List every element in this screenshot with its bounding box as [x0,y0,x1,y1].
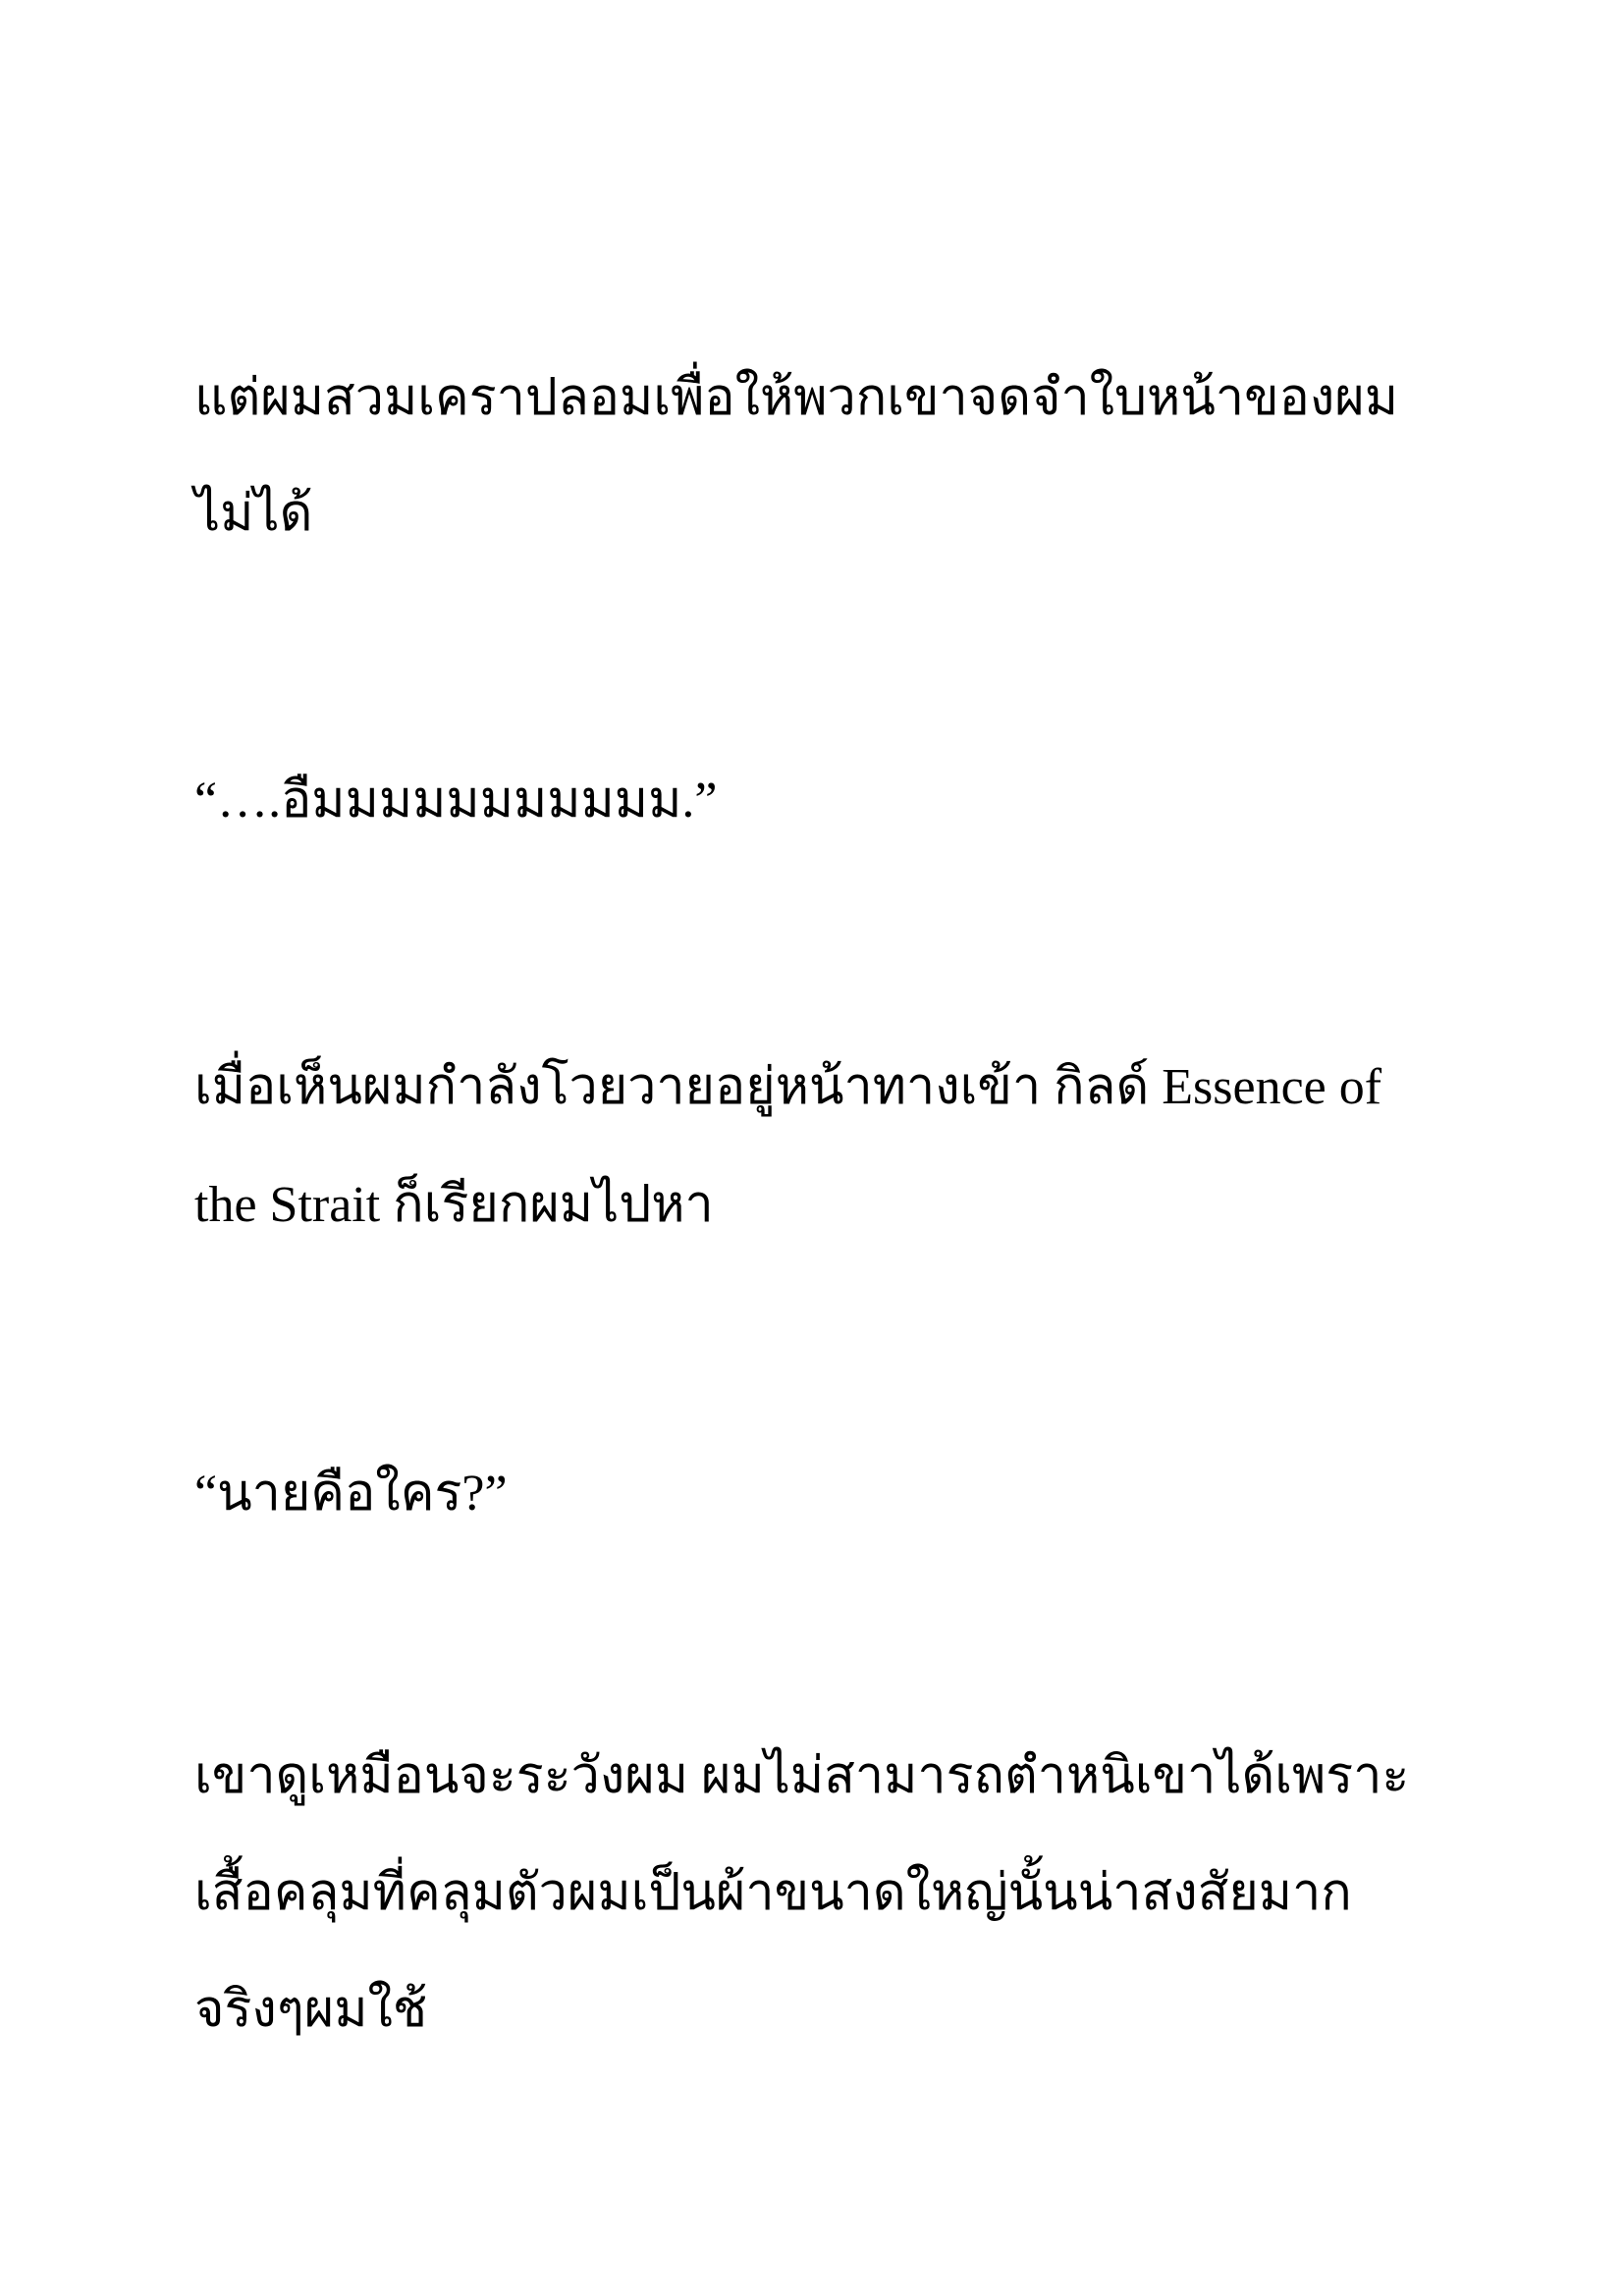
text-line: the Strait ก็เรียกผมไปหา [194,1177,714,1233]
text-line: ไม่ได้ [194,486,313,542]
dialogue-line: “นายคือใคร?” [194,1466,508,1522]
text-line: เมื่อเห็นผมกำลังโวยวายอยู่หน้าทางเข้า กิลด์ Essence of [194,1059,1382,1115]
text-line: เสื้อคลุมที่คลุมตัวผมเป็นผ้าขนาดใหญ่นั้นน่าสงสัยมาก [194,1865,1352,1921]
text-line: จริงๆผมใช้ [194,1982,428,2038]
text-line: เขาดูเหมือนจะระวังผม ผมไม่สามารถตำหนิเขาได้เพราะ [194,1748,1410,1804]
text-line: แต่ผมสวมเคราปลอมเพื่อให้พวกเขาจดจำใบหน้าของผม [194,370,1398,426]
dialogue-line: “….อืมมมมมมมมมมม.” [194,773,718,828]
